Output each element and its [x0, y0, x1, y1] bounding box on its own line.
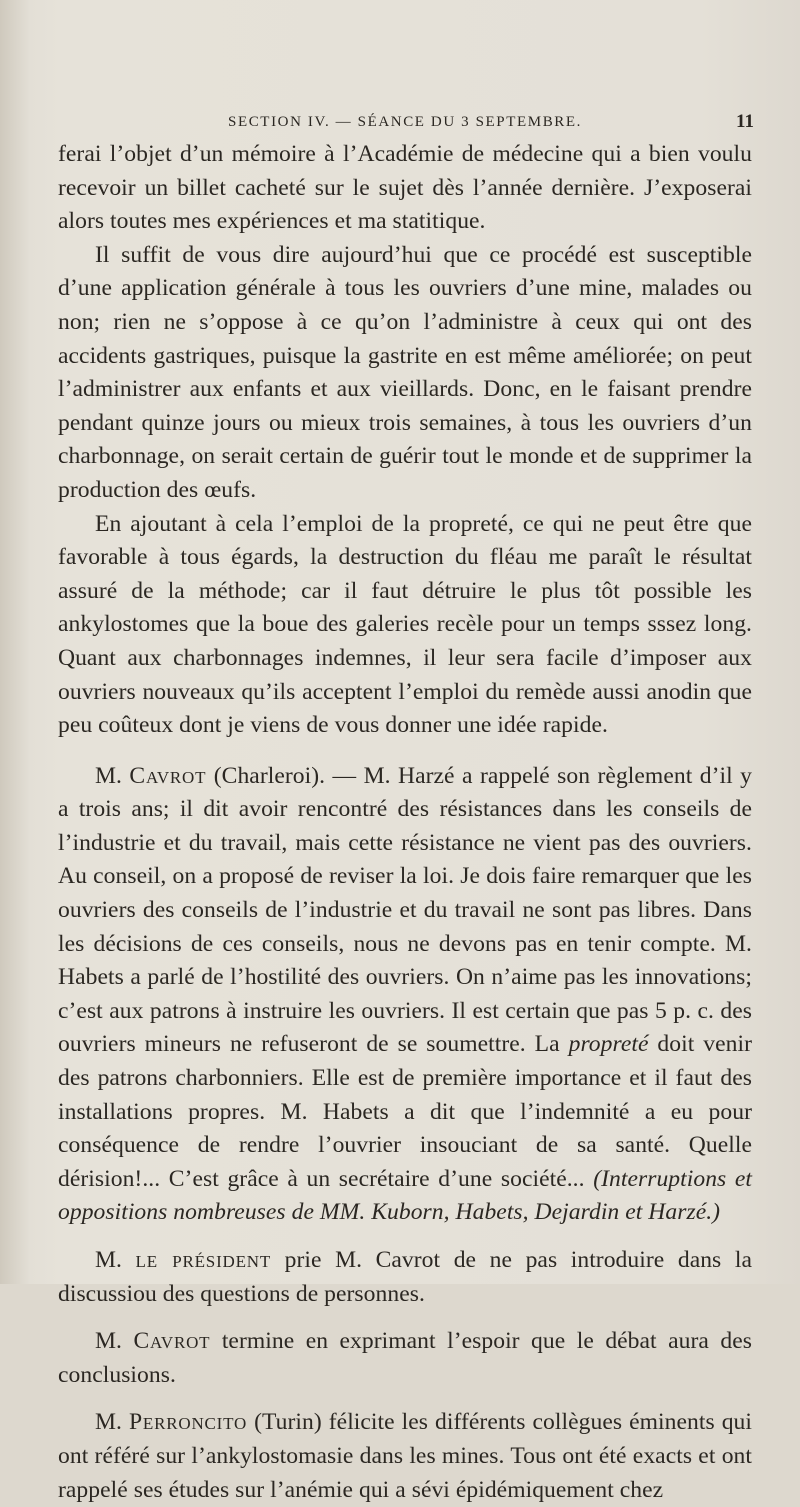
interruption-note: (Interruptions et oppositions nombreuses de MM. Kuborn, Habets, Dejardin et Harzé.) — [58, 1165, 753, 1226]
speaker-name: Cavrot — [129, 762, 207, 789]
speaker-name: Cavrot — [133, 1328, 211, 1355]
speech-text: (Charleroi). — M. Harzé a rappelé son règlement d’il y a trois ans; il dit avoir rencontré des résistances dans les conseils de l’industrie et du travail, mais cette résistance ne vient pas des ouvriers. Au conseil, on a proposé de reviser la loi. Je dois faire remarquer que les ouvriers des conseils de l’industrie et du travail ne sont pas libres. Dans les décisions de ces conseils, nous ne devons pas en tenir compte. M. Habets a parlé de l’hostilité des ouvriers. On n’aime pas les innovations; c’est aux patrons à instruire les ouvriers. Il est certain que pas 5 p. c. des ouvriers mineurs ne refuseront de se soumettre. La — [58, 762, 752, 1058]
speaker-name: Perroncito — [129, 1409, 248, 1436]
paragraph-president — [58, 1244, 752, 1311]
paragraph-cavrot-speech — [58, 760, 752, 1230]
body-text — [58, 138, 752, 1507]
speaker-prefix: M. — [95, 1247, 136, 1273]
speech-text: (Turin) félicite les différents collègues éminents qui ont référé sur l’ankylostomasie dans les mines. Tous ont été exacts et ont rappelé ses études sur l’anémie qui a sévi épidémiquement chez — [58, 1409, 752, 1503]
speech-text: prie M. Cavrot de ne pas introduire dans la discussiou des questions de personnes. — [58, 1247, 752, 1307]
speaker-name: le président — [135, 1247, 272, 1273]
paragraph-continuation: ferai l’objet d’un mémoire à l’Académie de médecine qui a bien voulu recevoir un billet cacheté sur le sujet dès l’année dernière. J’exposerai alors toutes mes expériences et ma statitique. — [58, 141, 752, 235]
page-header — [0, 111, 800, 138]
paragraph-perroncito — [58, 1406, 752, 1507]
speech-text: termine en exprimant l’espoir que le débat aura des conclusions. — [58, 1328, 752, 1388]
speaker-prefix: M. — [95, 762, 130, 789]
paragraph-procedure: Il suffit de vous dire aujourd’hui que ce procédé est susceptible d’une application générale à tous les ouvriers d’une mine, malades ou non; rien ne s’oppose à ce qu’on l’administre à ceux qui ont des accidents gastriques, puisque la gastrite en est même améliorée; on peut l’administrer aux enfants et aux vieillards. Donc, en le faisant prendre pendant quinze jours ou mieux trois semaines, à tous les ouvriers d’un charbonnage, on serait certain de guérir tout le monde et de supprimer la production des œufs. — [58, 241, 752, 503]
page-number: 11 — [736, 111, 754, 132]
paragraph-cleanliness: En ajoutant à cela l’emploi de la propreté, ce qui ne peut être que favorable à tous égards, la destruction du fléau me paraît le résultat assuré de la méthode; car il faut détruire le plus tôt possible les ankylostomes que la boue des galeries recèle pour un temps sssez long. Quant aux charbonnages indemnes, il leur sera facile d’imposer aux ouvriers nouveaux qu’ils acceptent l’emploi du remède aussi anodin que peu coûteux dont je viens de vous donner une idée rapide. — [58, 510, 752, 739]
speaker-prefix: M. — [95, 1409, 129, 1436]
emphasis-word: propreté — [568, 1031, 649, 1058]
paragraph-cavrot-conclusion — [58, 1325, 752, 1392]
speech-text-continued: doit venir des patrons charbonniers. Elle est de première importance et il faut des installations propres. M. Habets a dit que l’indemnité a eu pour conséquence de rendre l’ouvrier insouciant de sa santé. Quelle dérision!... C’est grâce à un secrétaire d’une société... — [58, 1031, 752, 1192]
running-head: SECTION IV. — SÉANCE DU 3 SEPTEMBRE. — [228, 114, 583, 130]
speaker-prefix: M. — [95, 1328, 134, 1355]
